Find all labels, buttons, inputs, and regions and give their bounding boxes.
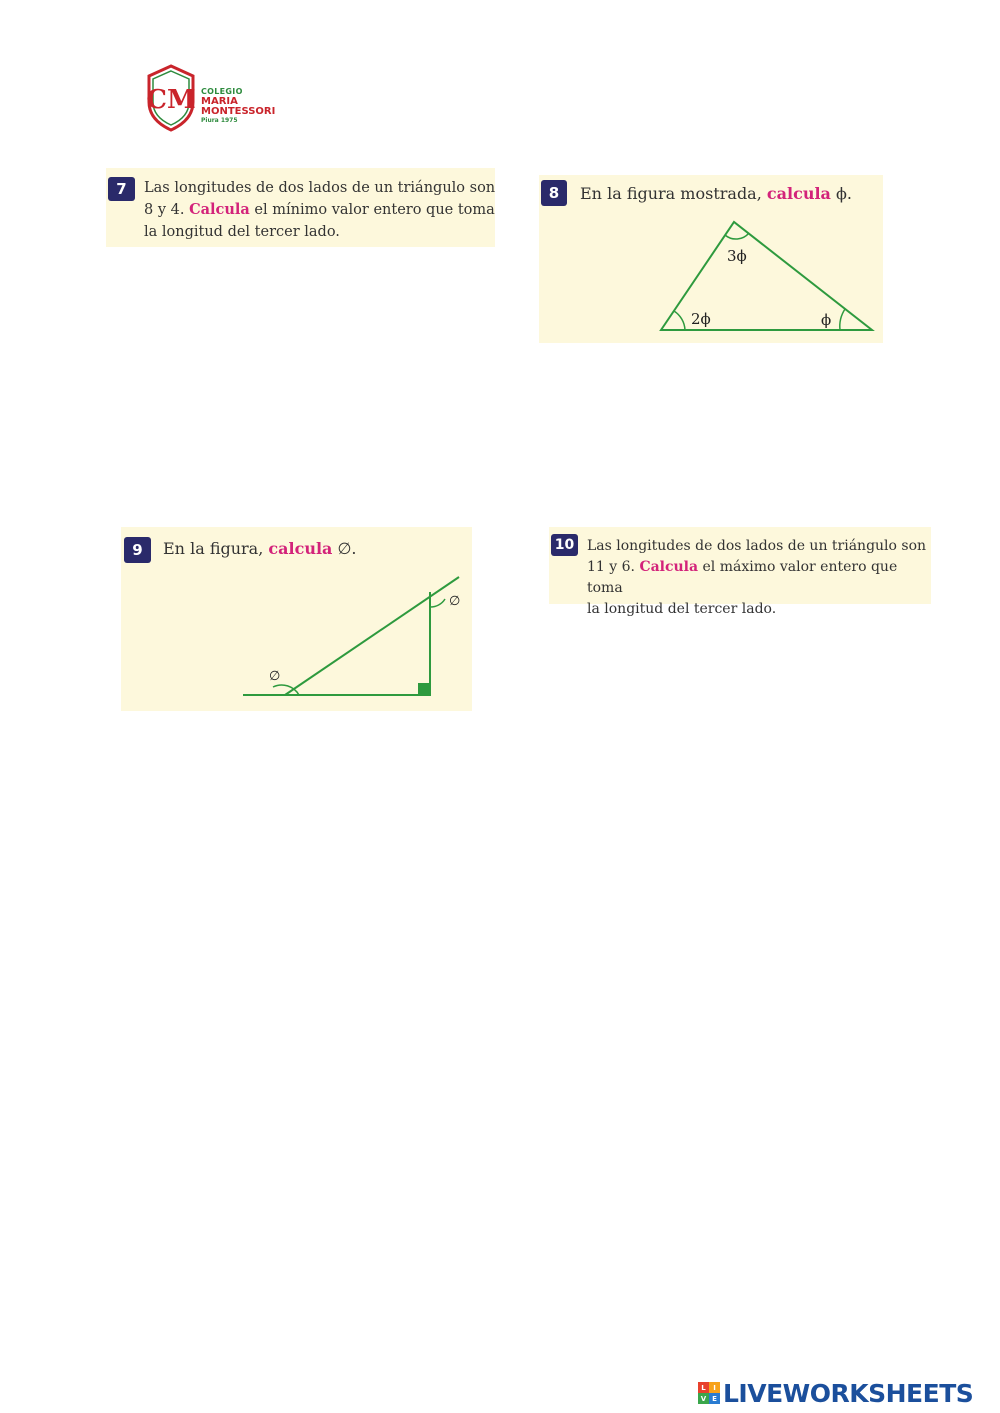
problem-9-highlight: calcula	[268, 539, 333, 558]
shield-icon	[145, 64, 197, 132]
right-triangle-figure	[121, 527, 472, 711]
liveworksheets-icon: L I V E	[698, 1382, 720, 1404]
angle-label-left: 2ϕ	[691, 310, 711, 328]
angle-label-right: ϕ	[821, 311, 832, 329]
problem-7-line1: Las longitudes de dos lados de un triángulo son	[144, 180, 496, 196]
problem-8-pre: En la figura mostrada,	[580, 184, 767, 203]
problem-9-pre: En la figura,	[163, 539, 269, 558]
problem-9-card	[121, 527, 472, 711]
logo-monogram: CM	[146, 85, 196, 115]
problem-7-line3: la longitud del tercer lado.	[144, 224, 340, 240]
problem-number-badge: 8	[541, 180, 567, 206]
logo-line-montessori: MONTESSORI	[201, 106, 276, 117]
problem-10-line2-pre: 11 y 6.	[587, 559, 640, 575]
angle-label-bottom: ∅	[269, 669, 281, 684]
problem-10-line2-post: el máximo valor entero que toma	[587, 559, 898, 596]
triangle-figure	[539, 175, 883, 343]
problem-7-line2-post: el mínimo valor entero que toma	[249, 202, 495, 218]
problem-number-badge: 9	[124, 537, 151, 563]
problem-7-highlight: Calcula	[189, 201, 250, 218]
problem-9-post: ∅.	[332, 539, 357, 558]
problem-8-highlight: calcula	[766, 184, 831, 203]
angle-arc-right	[840, 309, 845, 330]
logo-line-piura: Piura 1975	[201, 117, 238, 124]
logo-line-colegio: COLEGIO	[201, 87, 243, 96]
liveworksheets-brand: LIVEWORKSHEETS	[723, 1378, 974, 1408]
problem-10-card	[549, 527, 931, 617]
angle-arc-left	[674, 311, 685, 330]
angle-arc-top	[430, 599, 445, 607]
problem-number-badge: 10	[551, 534, 578, 556]
angle-label-top: ∅	[449, 594, 461, 609]
right-angle-marker	[418, 683, 430, 695]
liveworksheets-watermark	[698, 1376, 973, 1410]
school-logo	[145, 64, 285, 136]
angle-label-top: 3ϕ	[727, 247, 747, 265]
problem-10-line1: Las longitudes de dos lados de un triángulo son	[587, 538, 927, 554]
problem-7-text	[144, 177, 496, 243]
hypotenuse-line	[285, 577, 459, 695]
problem-7-card	[106, 168, 495, 247]
angle-arc-top	[725, 233, 749, 239]
problem-10-line3: la longitud del tercer lado.	[587, 601, 777, 617]
logo-line-maria: MARIA	[201, 96, 238, 107]
problem-10-highlight: Calcula	[639, 559, 699, 575]
problem-8-card	[539, 175, 883, 343]
problem-8-post: ϕ.	[830, 184, 852, 203]
problem-number-badge: 7	[108, 177, 135, 201]
problem-10-text	[587, 536, 932, 620]
problem-7-line2-pre: 8 y 4.	[144, 202, 190, 218]
